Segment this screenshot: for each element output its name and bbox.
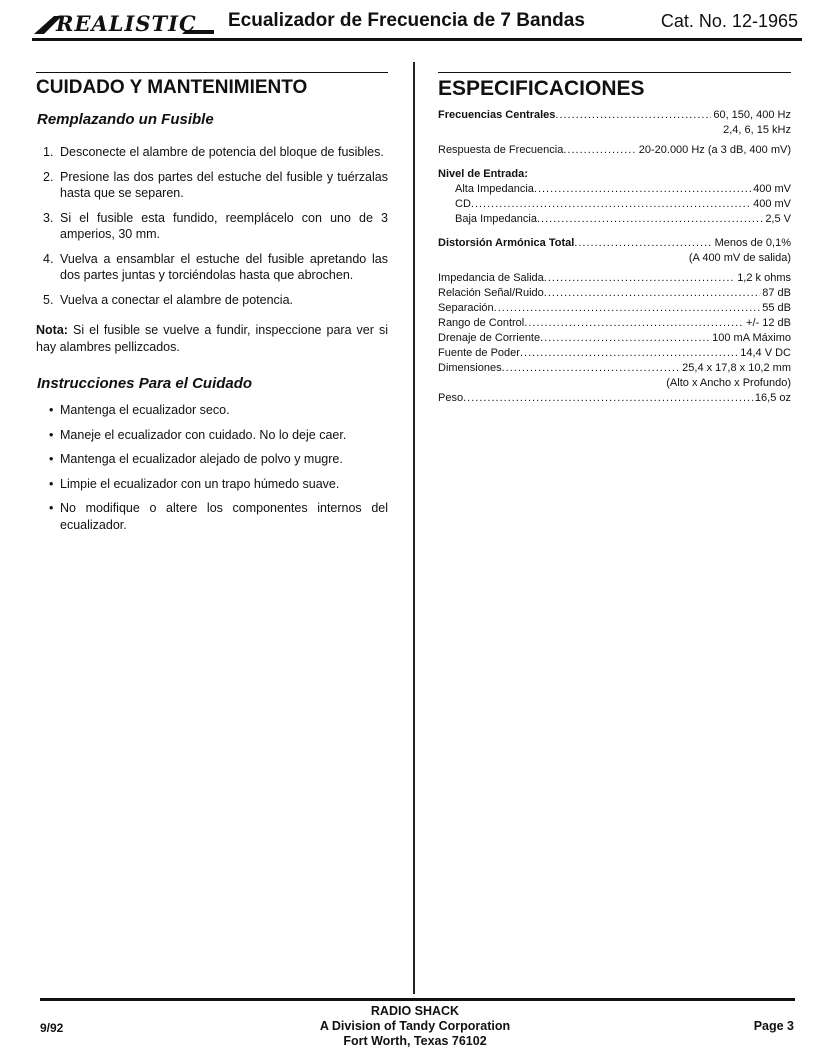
brand-logo: [32, 8, 218, 40]
bullet-icon: •: [49, 427, 54, 442]
spec-row-output-impedance: Impedancia de Salida ..... 1,2 k ohms: [438, 271, 791, 286]
spec-row-input-cd: CD ..... 400 mV: [438, 197, 791, 212]
spec-row-weight: Peso ..... 16,5 oz: [438, 391, 791, 406]
list-item: • Limpie el ecualizador con un trapo húmedo suave.: [49, 476, 340, 491]
spec-row-thd: Distorsión Armónica Total ..... Menos de 0,1%: [438, 236, 791, 251]
list-item: • Mantenga el ecualizador alejado de polvo y mugre.: [49, 452, 343, 466]
note-label: Nota:: [36, 323, 68, 337]
page-header: [32, 8, 802, 48]
step-text: Desconecte el alambre de potencia del bloque de fusibles.: [60, 145, 384, 159]
list-item: • Mantenga el ecualizador seco.: [49, 403, 230, 417]
step-text: Vuelva a conectar el alambre de potencia.: [60, 292, 294, 307]
footer-date: 9/92: [40, 1021, 64, 1035]
footer-page-number: Page 3: [753, 1019, 794, 1033]
bullet-icon: •: [49, 501, 54, 515]
document-title: Ecualizador de Frecuencia de 7 Bandas: [228, 10, 585, 31]
spec-row-center-freq: Frecuencias Centrales ..... 60, 150, 400 Hz: [438, 108, 791, 123]
footer-company: RADIO SHACK: [370, 1004, 460, 1018]
bullet-icon: •: [49, 403, 54, 417]
spec-row-freq-response: Respuesta de Frecuencia ..... 20-20.000 Hz (a 3 dB, 400 mV): [438, 143, 791, 158]
care-instructions-heading: Instrucciones Para el Cuidado: [37, 375, 253, 392]
bullet-icon: •: [49, 476, 54, 491]
footer-location: Fort Worth, Texas 76102: [343, 1034, 487, 1048]
header-rule: [32, 38, 802, 41]
bullet-icon: •: [49, 452, 54, 466]
list-item: • No modifique o altere los componentes internos del ecualizador.: [49, 501, 388, 532]
spec-row-center-freq-cont: 2,4, 6, 15 kHz: [723, 124, 791, 136]
step-text: Vuelva a ensamblar el estuche del fusible apretando las dos partes juntas y torciéndolas hasta que abrochen.: [60, 251, 388, 282]
footer-company-block: [270, 1004, 560, 1049]
list-item: • Maneje el ecualizador con cuidado. No lo deje caer.: [49, 427, 347, 442]
spec-row-input-high: Alta Impedancia ..... 400 mV: [438, 182, 791, 197]
footer-rule: [40, 998, 795, 1001]
spec-row-thd-cont: (A 400 mV de salida): [688, 252, 791, 264]
list-item: 3. Si el fusible esta fundido, reemplácelo con uno de 3 amperios, 30 mm.: [43, 210, 388, 241]
section-rule: [36, 72, 388, 73]
spec-row-separation: Separación ..... 55 dB: [438, 301, 791, 316]
list-item: 4. Vuelva a ensamblar el estuche del fusible apretando las dos partes juntas y torciéndolas hasta que abrochen.: [43, 251, 388, 282]
specs-heading: ESPECIFICACIONES: [438, 77, 645, 100]
spec-row-input-low: Baja Impedancia ..... 2,5 V: [438, 212, 791, 227]
footer-division: A Division of Tandy Corporation: [319, 1019, 511, 1033]
section-rule: [438, 72, 791, 73]
care-section: [36, 72, 388, 541]
note-text: Si el fusible se vuelve a fundir, inspeccione para ver si hay alambres pellizcados.: [36, 323, 388, 354]
fuse-steps-list: [36, 144, 388, 308]
step-text: Presione las dos partes del estuche del fusible y tuérzalas hasta que se separen.: [60, 169, 388, 200]
fuse-note: [36, 322, 388, 355]
fuse-heading: Remplazando un Fusible: [37, 111, 214, 128]
spec-row-current-drain: Drenaje de Corriente ..... 100 mA Máximo: [438, 331, 791, 346]
spec-row-dimensions-cont: (Alto x Ancho x Profundo): [666, 377, 791, 389]
specs-section: [438, 72, 791, 406]
spec-row-power-source: Fuente de Poder ..... 14,4 V DC: [438, 346, 791, 361]
brand-name: REALISTIC: [56, 11, 197, 36]
step-text: Si el fusible esta fundido, reemplácelo con uno de 3 amperios, 30 mm.: [60, 210, 388, 241]
care-heading: CUIDADO Y MANTENIMIENTO: [36, 77, 308, 98]
catalog-number: Cat. No. 12-1965: [660, 11, 798, 31]
spec-row-dimensions: Dimensiones ..... 25,4 x 17,8 x 10,2 mm: [438, 361, 791, 376]
care-bullets-list: [36, 402, 388, 533]
list-item: 5. Vuelva a conectar el alambre de potencia.: [43, 292, 294, 307]
spec-row-control-range: Rango de Control ..... +/- 12 dB: [438, 316, 791, 331]
list-item: 1. Desconecte el alambre de potencia del bloque de fusibles.: [43, 145, 384, 159]
spec-row-input-level: Nivel de Entrada:: [438, 168, 528, 180]
specs-table: [438, 108, 791, 406]
spec-row-snr: Relación Señal/Ruido ..... 87 dB: [438, 286, 791, 301]
list-item: 2. Presione las dos partes del estuche del fusible y tuérzalas hasta que se separen.: [43, 169, 388, 200]
column-divider: [413, 62, 415, 994]
